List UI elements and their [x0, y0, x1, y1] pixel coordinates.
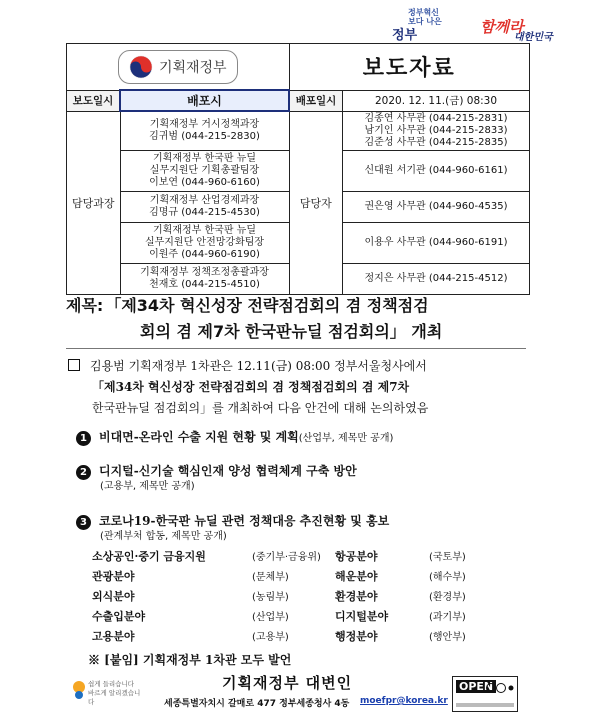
org-logo	[118, 50, 238, 84]
footer	[72, 672, 532, 718]
subject-prefix: 제목:	[66, 296, 104, 315]
agenda-item-2-text: 디지털-신기술 핵심인재 양성 협력체계 구축 방안	[99, 464, 357, 478]
field-row	[92, 608, 522, 628]
subject	[66, 293, 536, 345]
field-row	[92, 548, 522, 568]
field-name: 관광분야	[92, 570, 135, 583]
officer-contact-2: 신대원 서기관 (044-960-6161)	[343, 151, 530, 192]
number-1-icon: 1	[76, 431, 91, 446]
attachment-note: ※ [붙임] 기획재정부 1차관 모두 발언	[88, 653, 292, 667]
field-name: 수출입분야	[92, 610, 146, 623]
field-dept: (농림부)	[252, 592, 289, 603]
slogan	[392, 6, 588, 44]
field-row	[92, 628, 522, 648]
field-row	[92, 588, 522, 608]
taegeuk-icon	[129, 55, 153, 79]
number-2-icon: 2	[76, 465, 91, 480]
subject-line2: 회의 겸 제7차 한국판뉴딜 점검회의」 개최	[140, 322, 443, 341]
slogan-line2: 정부	[392, 28, 418, 43]
dept-contact-3: 기획재정부 산업경제과장 김명규 (044-215-4530)	[120, 192, 289, 223]
org-logo-text: 기획재정부	[158, 59, 227, 76]
dept-contact-4: 기획재정부 한국판 뉴딜 실무지원단 안전망강화팀장 이원주 (044-960-6190)	[120, 223, 289, 264]
open-label: OPEN	[456, 680, 496, 693]
officer-contact-3: 권은영 사무관 (044-960-4535)	[343, 192, 530, 223]
slogan-line1: 정부혁신 보다 나은	[408, 8, 442, 26]
field-name: 고용분야	[92, 630, 135, 643]
field-dept: (문체부)	[252, 572, 289, 583]
officer-label: 담당자	[289, 111, 343, 295]
dept-label: 담당과장	[67, 111, 121, 295]
release-label: 보도일시	[67, 90, 121, 111]
number-3-icon: 3	[76, 515, 91, 530]
field-name: 소상공인·중기 금융지원	[92, 550, 206, 563]
motto-line1: 쉽게 들리습니다	[88, 680, 135, 688]
field-dept: (고용부)	[252, 632, 289, 643]
officer-contact-4: 이용우 사무관 (044-960-6191)	[343, 223, 530, 264]
agenda-item-1	[76, 428, 536, 448]
distribute-value: 2020. 12. 11.(금) 08:30	[343, 90, 530, 111]
officer-contact-1: 김종연 사무관 (044-215-2831) 남기인 사무관 (044-215-2833) 김준성 사무관 (044-215-2835)	[343, 111, 530, 151]
divider	[66, 348, 526, 349]
motto-badge	[72, 678, 142, 710]
dept-contact-2: 기획재정부 한국판 뉴딜 실무지원단 기획총괄팀장 이보연 (044-960-6160)	[120, 151, 289, 192]
intro-line1: 김용범 기획재정부 1차관은 12.11(금) 08:00 정부서울청사에서	[90, 359, 427, 373]
subject-line1: 「제34차 혁신성장 전략점검회의 겸 정책점검	[105, 296, 429, 315]
agenda-item-3-text: 코로나19-한국판 뉴딜 관련 정책대응 추진현황 및 홍보	[99, 514, 390, 528]
motto-line2: 바르게 알리겠습니다	[88, 689, 141, 706]
spokesperson: 기획재정부 대변인	[222, 674, 353, 692]
agenda-item-1-text: 비대면-온라인 수출 지원 현황 및 계획	[99, 430, 299, 444]
field-row	[92, 568, 522, 588]
field-name: 디지털분야	[335, 610, 389, 623]
field-name: 행정분야	[335, 630, 378, 643]
field-dept: (산업부)	[252, 612, 289, 623]
dept-contact-5: 기획재정부 정책조정총괄과장 천재호 (044-215-4510)	[120, 264, 289, 295]
org-logo-cell	[67, 44, 290, 91]
field-dept: (환경부)	[429, 592, 466, 603]
intro-paragraph	[68, 356, 538, 419]
slogan-brand1: 함께라	[480, 18, 524, 36]
agenda-item-3-note: (관계부처 합동, 제목만 공개)	[100, 531, 227, 542]
field-name: 외식분야	[92, 590, 135, 603]
field-name: 해운분야	[335, 570, 378, 583]
slogan-brand2: 대한민국	[514, 32, 553, 43]
field-name: 항공분야	[335, 550, 378, 563]
field-dept: (해수부)	[429, 572, 466, 583]
intro-line3: 한국판뉴딜 점검회의」를 개최하여 다음 안건에 대해 논의하였음	[92, 401, 429, 415]
license-icons	[486, 682, 514, 694]
dept-contact-1: 기획재정부 거시정책과장 김귀범 (044-215-2830)	[120, 111, 289, 151]
agenda-item-3	[76, 512, 536, 544]
checkbox-bullet-icon	[68, 359, 80, 371]
email-link[interactable]: moefpr@korea.kr	[360, 696, 448, 706]
agenda-item-1-note: (산업부, 제목만 공개)	[298, 433, 394, 444]
open-license-badge	[452, 676, 518, 712]
field-dept: (과기부)	[429, 612, 466, 623]
field-name: 환경분야	[335, 590, 378, 603]
officer-contact-5: 정지은 사무관 (044-215-4512)	[343, 264, 530, 295]
field-list	[92, 548, 522, 648]
header-table	[66, 43, 530, 295]
field-dept: (행안부)	[429, 632, 466, 643]
address: 세종특별자치시 갈매로 477 정부세종청사 4동	[164, 699, 350, 709]
page-title: 보도자료	[289, 44, 529, 91]
field-dept: (국토부)	[429, 552, 466, 563]
field-dept: (중기부·금융위)	[252, 552, 321, 563]
agenda-item-2-note: (고용부, 제목만 공개)	[100, 481, 195, 492]
intro-line2: 「제34차 혁신성장 전략점검회의 겸 정책점검회의 겸 제7차	[92, 380, 410, 394]
agenda-item-2	[76, 462, 536, 494]
motto-logo-icon	[72, 680, 86, 700]
release-value: 배포시	[120, 90, 289, 111]
distribute-label: 배포일시	[289, 90, 343, 111]
